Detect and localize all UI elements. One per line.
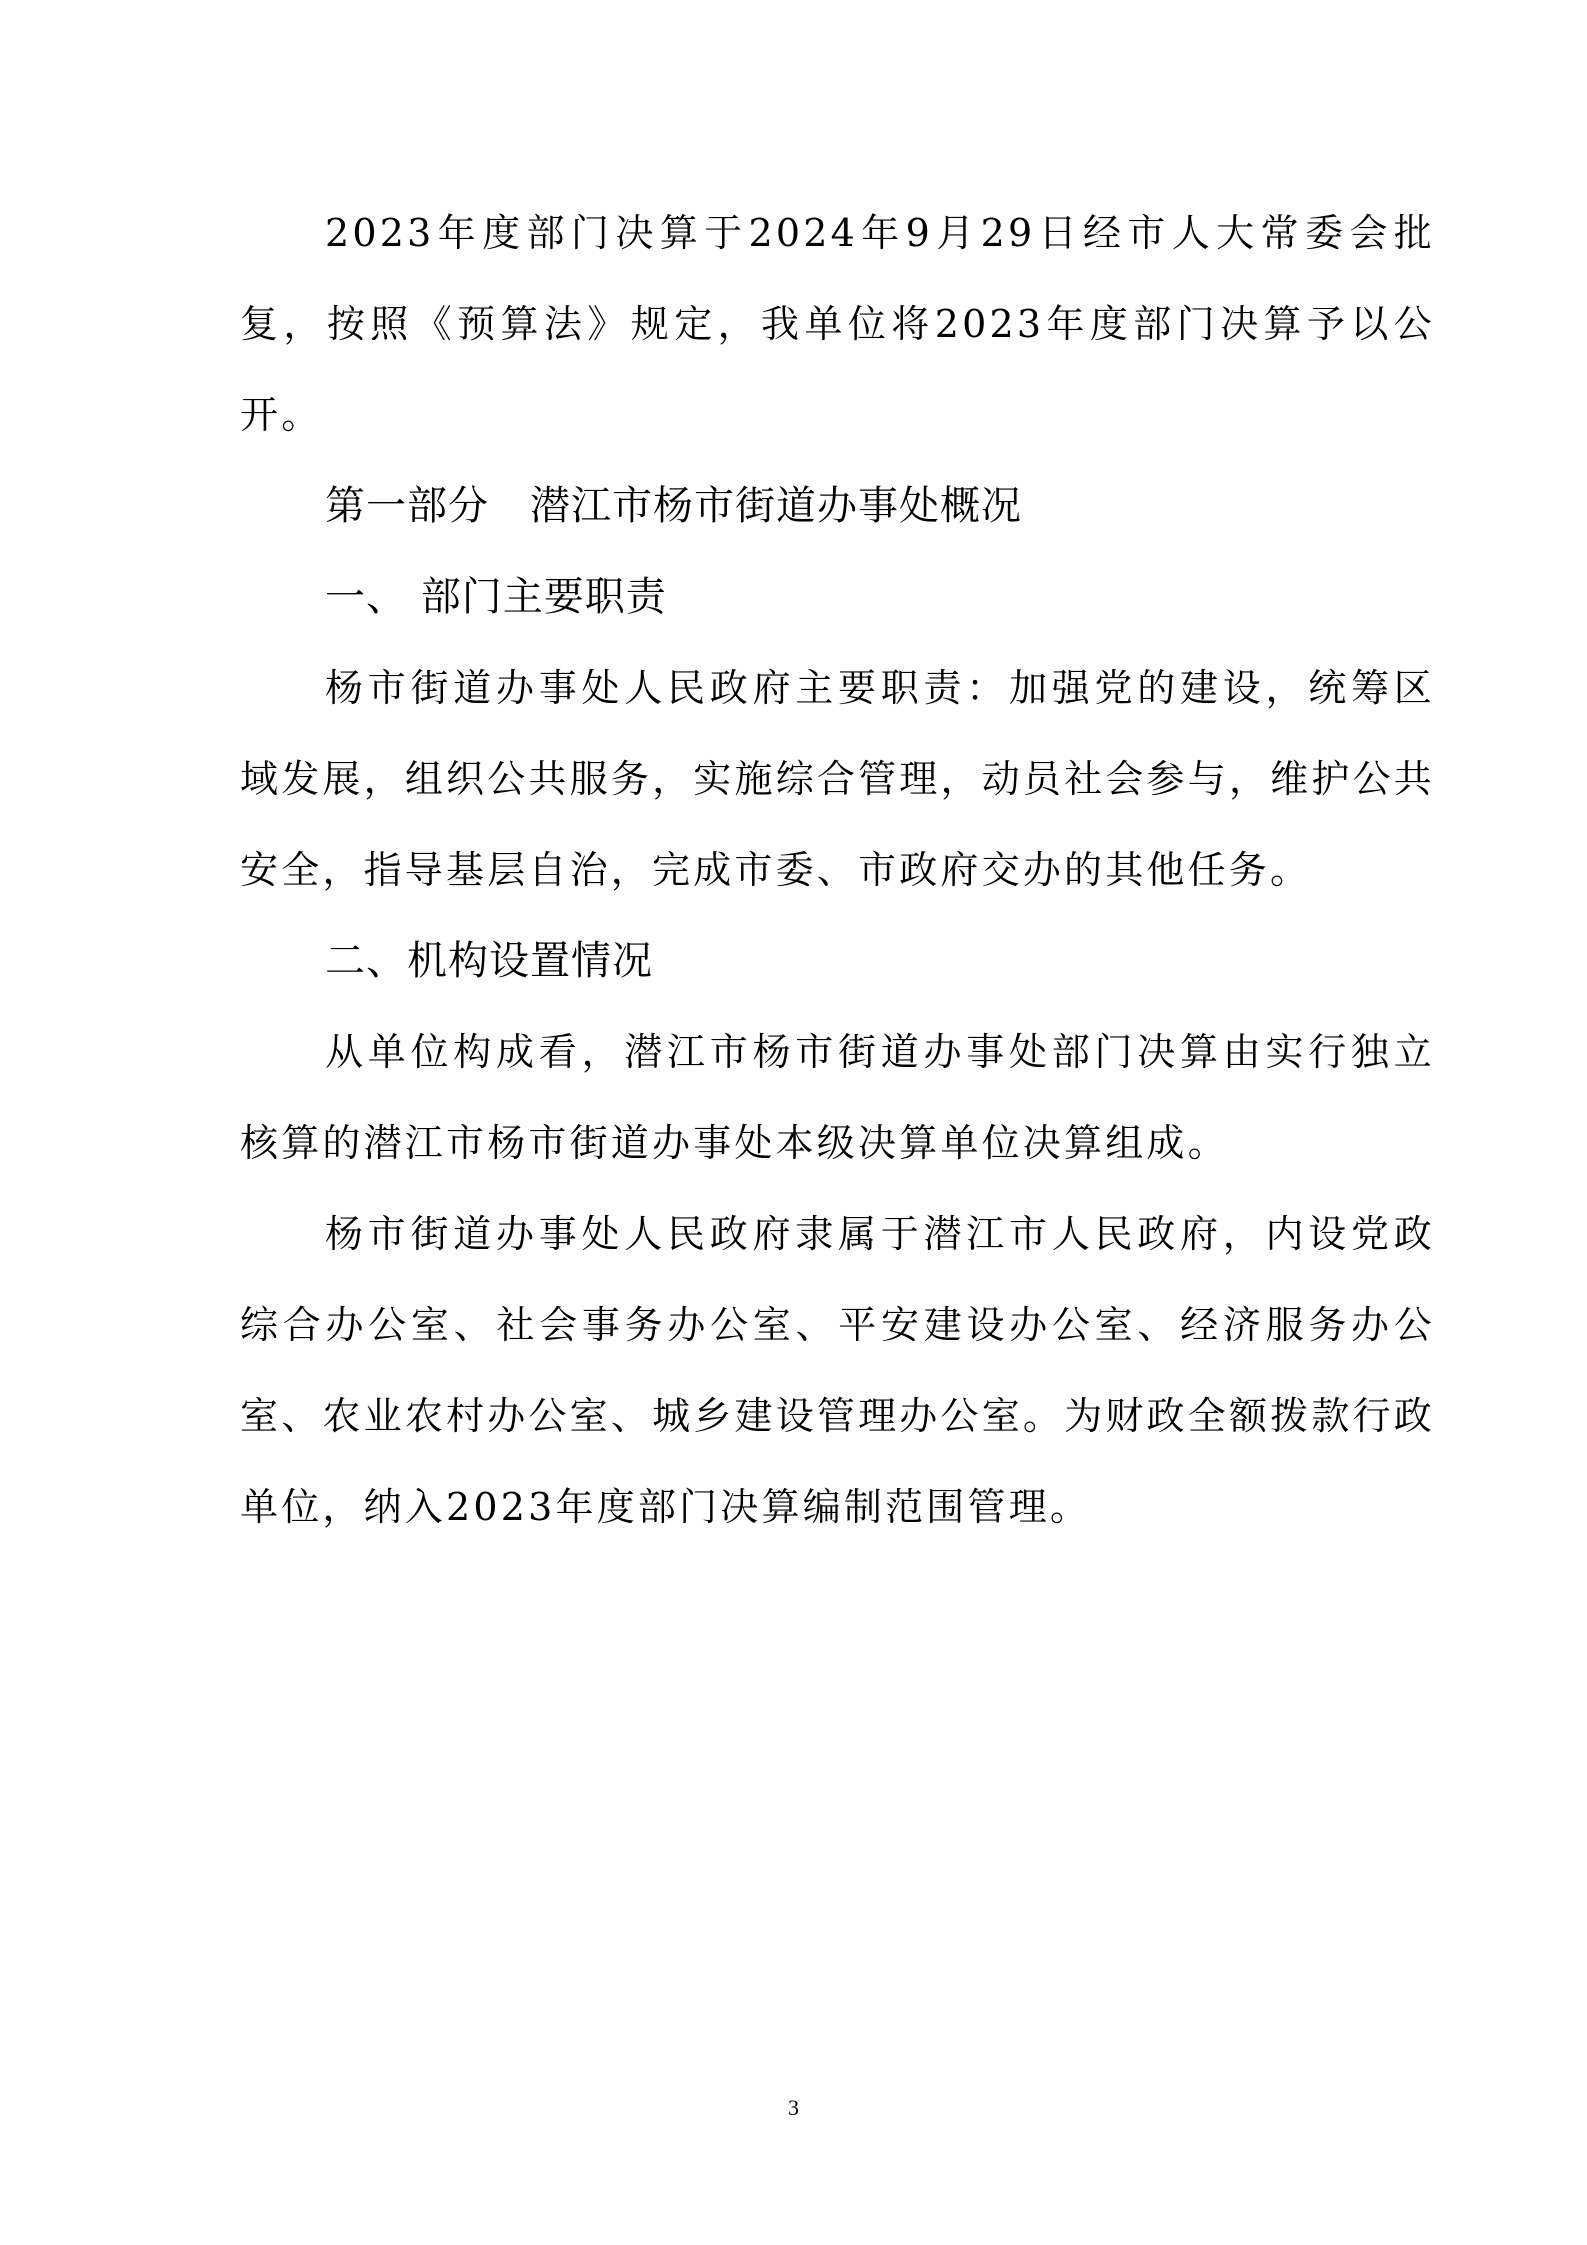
page-number: 3 (788, 2095, 799, 2120)
composition-paragraph: 从单位构成看，潜江市杨市街道办事处部门决算由实行独立核算的潜江市杨市街道办事处本级决算单位决算组成。 (240, 1030, 1435, 1165)
section-one-heading: 一、 部门主要职责 (325, 574, 667, 620)
duties-paragraph: 杨市街道办事处人民政府主要职责：加强党的建设，统筹区域发展，组织公共服务，实施综合管理，动员社会参与，维护公共安全，指导基层自治，完成市委、市政府交办的其他任务。 (240, 666, 1435, 892)
section-two-heading: 二、机构设置情况 (325, 938, 653, 984)
part-one-heading: 第一部分 潜江市杨市街道办事处概况 (325, 483, 1022, 529)
affiliation-paragraph: 杨市街道办事处人民政府隶属于潜江市人民政府，内设党政综合办公室、社会事务办公室、平安建设办公室、经济服务办公室、农业农村办公室、城乡建设管理办公室。为财政全额拨款行政单位，纳入2023年度部门决算编制范围管理。 (240, 1212, 1435, 1529)
document-body (240, 188, 1435, 1553)
intro-paragraph: 2023年度部门决算于2024年9月29日经市人大常委会批复，按照《预算法》规定，我单位将2023年度部门决算予以公开。 (240, 211, 1435, 437)
